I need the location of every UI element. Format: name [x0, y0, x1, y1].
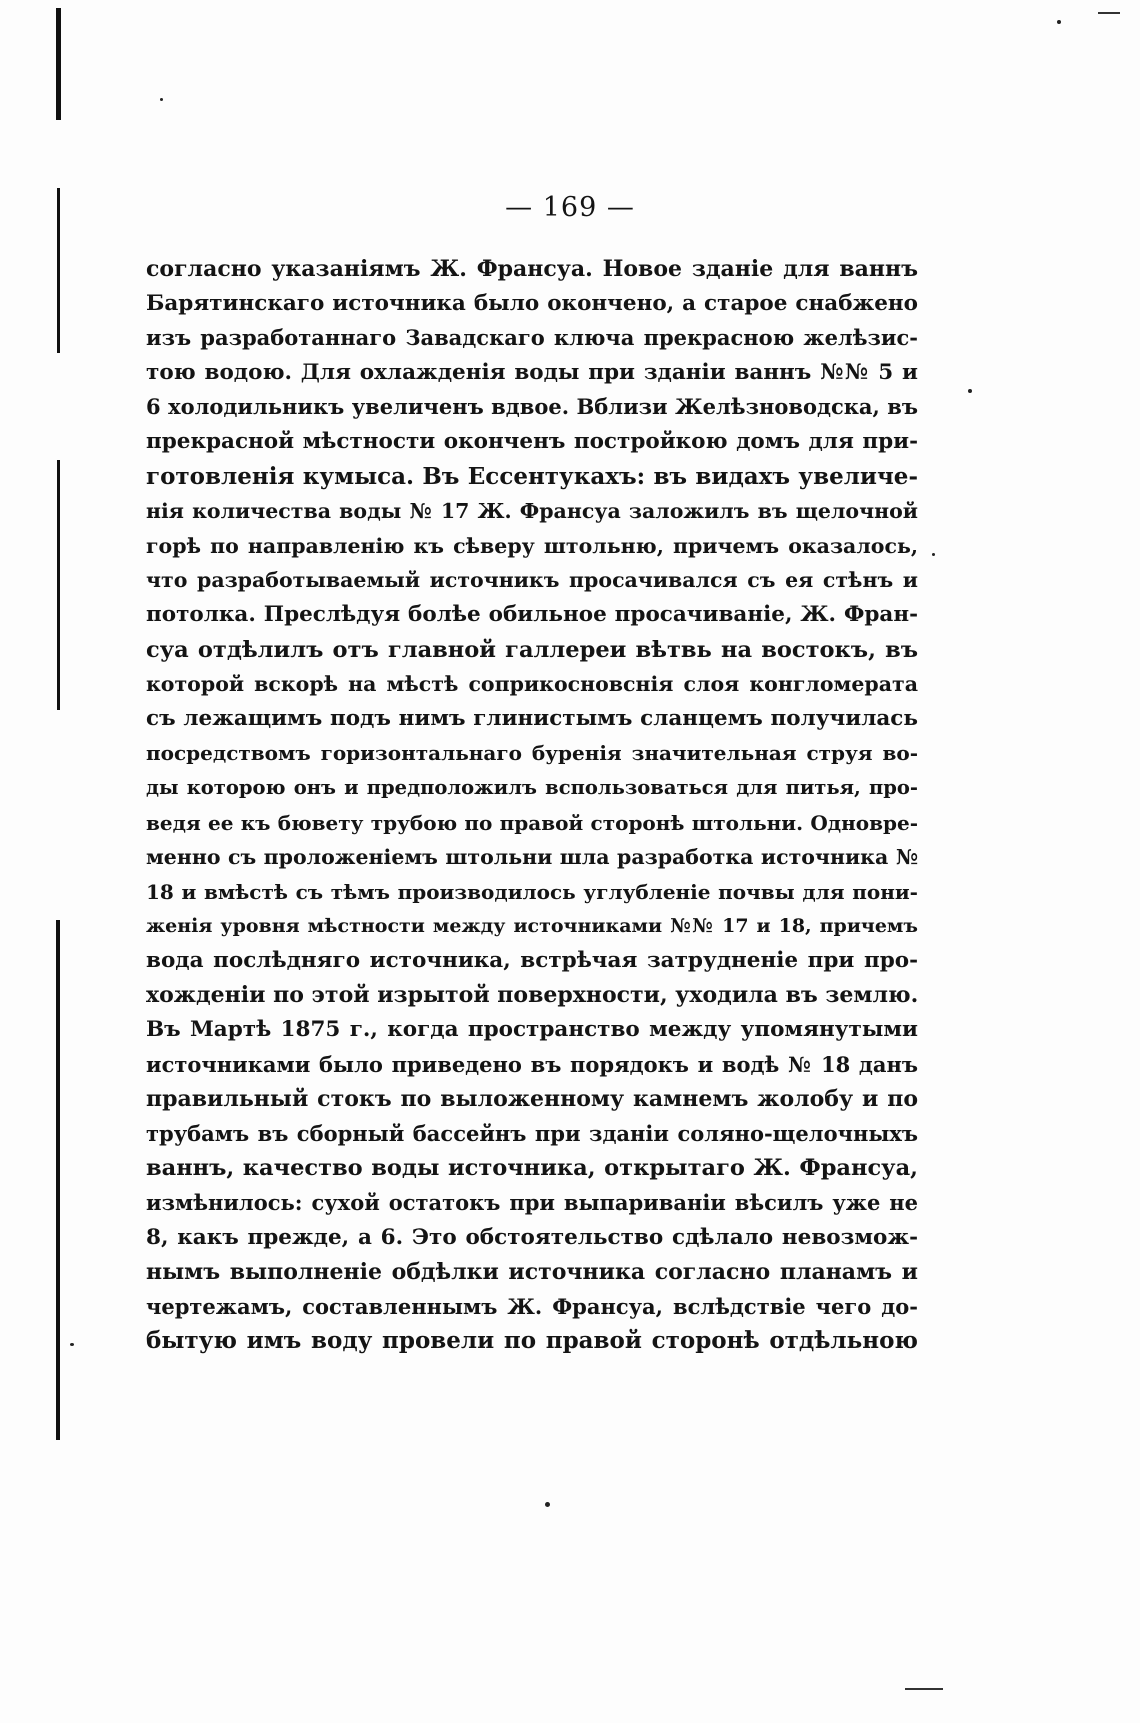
scan-edge-line [56, 8, 61, 120]
text-line: бытую имъ воду провели по правой сторонѣ отдѣльною [146, 1327, 918, 1355]
text-line: нія количества воды № 17 Ж. Франсуа заложилъ въ щелочной [146, 499, 918, 524]
text-line: чертежамъ, составленнымъ Ж. Франсуа, вслѣдствіе чего до- [146, 1293, 918, 1319]
text-line: горѣ по направленію къ сѣверу штольню, причемъ оказалось, [146, 533, 918, 558]
text-line: женія уровня мѣстности между источниками №№ 17 и 18, причемъ [146, 915, 918, 938]
text-line: 6 холодильникъ увеличенъ вдвое. Вблизи Желѣзноводска, въ [146, 394, 918, 420]
text-line: нымъ выполненіе обдѣлки источника согласно планамъ и [146, 1259, 918, 1286]
body-text [146, 252, 918, 1359]
text-line: которой вскорѣ на мѣстѣ соприкосновснія слоя конгломерата [146, 672, 918, 697]
text-line: потолка. Преслѣдуя болѣе обильное просачиваніе, Ж. Фран- [146, 601, 918, 627]
scan-mark [905, 1688, 943, 1690]
text-line: суа отдѣлилъ отъ главной галлереи вѣтвь на востокъ, въ [146, 636, 918, 663]
text-line: съ лежащимъ подъ нимъ глинистымъ сланцемъ получилась [146, 705, 918, 731]
text-line: менно съ проложеніемъ штольни шла разработка источника № [146, 845, 918, 870]
scan-speck [70, 1343, 74, 1346]
text-line: трубамъ въ сборный бассейнъ при зданіи соляно-щелочныхъ [146, 1120, 918, 1146]
text-line: согласно указаніямъ Ж. Франсуа. Новое зданіе для ваннъ [146, 256, 918, 282]
text-line: хожденіи по этой изрытой поверхности, уходила въ землю. [146, 982, 919, 1009]
text-line: прекрасной мѣстности оконченъ постройкою домъ для при- [146, 428, 918, 454]
text-line: правильный стокъ по выложенному камнемъ жолобу и по [146, 1086, 918, 1113]
page-number: — 169 — [505, 192, 635, 223]
text-line: посредствомъ горизонтальнаго буренія значительная струя во- [146, 741, 918, 766]
text-line: 8, какъ прежде, а 6. Это обстоятельство сдѣлало невозмож- [146, 1224, 918, 1250]
text-line: измѣнилось: сухой остатокъ при выпариваніи вѣсилъ уже не [146, 1190, 918, 1216]
text-line: вода послѣдняго источника, встрѣчая затрудненіе при про- [146, 947, 918, 973]
text-line: что разработываемый источникъ просачивался съ ея стѣнъ и [146, 568, 918, 593]
scan-edge-line [56, 920, 60, 1440]
text-line: тою водою. Для охлажденія воды при зданіи ваннъ №№ 5 и [146, 359, 918, 385]
scan-speck [160, 98, 163, 101]
text-line: ваннъ, качество воды источника, открытаго Ж. Франсуа, [146, 1155, 918, 1182]
text-line: Барятинскаго источника было окончено, а старое снабжено [146, 290, 918, 316]
scan-speck [932, 553, 935, 556]
text-line: 18 и вмѣстѣ съ тѣмъ производилось углубленіе почвы для пони- [146, 879, 918, 904]
scan-speck [545, 1502, 550, 1507]
text-line: источниками было приведено въ порядокъ и водѣ № 18 данъ [146, 1051, 918, 1077]
text-line: Въ Мартѣ 1875 г., когда пространство между упомянутыми [146, 1017, 918, 1043]
scan-speck [968, 389, 972, 393]
text-line: готовленія кумыса. Въ Ессентукахъ: въ видахъ увеличе- [146, 462, 918, 490]
scan-speck [1057, 20, 1061, 24]
scan-mark [1098, 12, 1120, 14]
text-line: изъ разработаннаго Завадскаго ключа прекрасною желѣзис- [146, 325, 918, 351]
text-line: ведя ее къ бювету трубою по правой сторонѣ штольни. Одновре- [146, 810, 918, 835]
text-line: ды которою онъ и предположилъ вспользоваться для питья, про- [146, 775, 918, 799]
scan-edge-line [57, 460, 60, 710]
